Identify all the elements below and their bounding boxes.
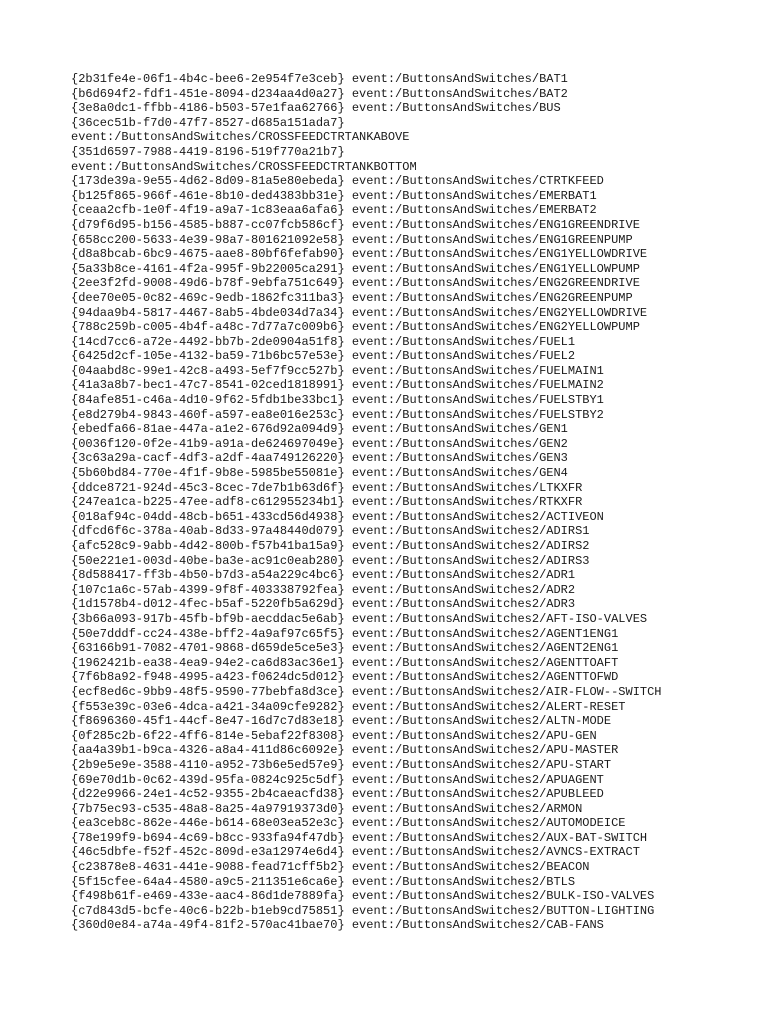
text-line: {aa4a39b1-b9ca-4326-a8a4-411d86c6092e} event:/ButtonsAndSwitches2/APU-MASTER xyxy=(71,743,619,758)
text-line: {351d6597-7988-4419-8196-519f770a21b7} xyxy=(71,144,345,159)
text-line: {dee70e05-0c82-469c-9edb-1862fc311ba3} event:/ButtonsAndSwitches/ENG2GREENPUMP xyxy=(71,290,633,305)
text-line: {2b9e5e9e-3588-4110-a952-73b6e5ed57e9} event:/ButtonsAndSwitches2/APU-START xyxy=(71,757,612,772)
text-line: {3c63a29a-cacf-4df3-a2df-4aa749126220} event:/ButtonsAndSwitches/GEN3 xyxy=(71,451,568,466)
text-line: {360d0e84-a74a-49f4-81f2-570ac41bae70} event:/ButtonsAndSwitches2/CAB-FANS xyxy=(71,918,604,933)
text-line: {04aabd8c-99e1-42c8-a493-5ef7f9cc527b} event:/ButtonsAndSwitches/FUELMAIN1 xyxy=(71,363,604,378)
text-line: {173de39a-9e55-4d62-8d09-81a5e80ebeda} event:/ButtonsAndSwitches/CTRTKFEED xyxy=(71,174,604,189)
text-line: {46c5dbfe-f52f-452c-809d-e3a12974e6d4} event:/ButtonsAndSwitches2/AVNCS-EXTRACT xyxy=(71,845,640,860)
text-line: {7b75ec93-c535-48a8-8a25-4a97919373d0} event:/ButtonsAndSwitches2/ARMON xyxy=(71,801,583,816)
text-line: {658cc200-5633-4e39-98a7-801621092e58} event:/ButtonsAndSwitches/ENG1GREENPUMP xyxy=(71,232,633,247)
text-line: {ceaa2cfb-1e0f-4f19-a9a7-1c83eaa6afa6} event:/ButtonsAndSwitches/EMERBAT2 xyxy=(71,203,597,218)
text-line: {94daa9b4-5817-4467-8ab5-4bde034d7a34} event:/ButtonsAndSwitches/ENG2YELLOWDRIVE xyxy=(71,305,648,320)
text-line: {ecf8ed6c-9bb9-48f5-9590-77bebfa8d3ce} event:/ButtonsAndSwitches2/AIR-FLOW--SWITCH xyxy=(71,684,662,699)
text-line: {d8a8bcab-6bc9-4675-aae8-80bf6fefab90} event:/ButtonsAndSwitches/ENG1YELLOWDRIVE xyxy=(71,247,648,262)
text-line: {84afe851-c46a-4d10-9f62-5fdb1be33bc1} event:/ButtonsAndSwitches/FUELSTBY1 xyxy=(71,393,604,408)
text-line: {018af94c-04dd-48cb-b651-433cd56d4938} event:/ButtonsAndSwitches2/ACTIVEON xyxy=(71,509,604,524)
text-line: {63166b91-7082-4701-9868-d659de5ce5e3} event:/ButtonsAndSwitches2/AGENT2ENG1 xyxy=(71,641,619,656)
text-line: {f553e39c-03e6-4dca-a421-34a09cfe9282} event:/ButtonsAndSwitches2/ALERT-RESET xyxy=(71,699,626,714)
text-line: {41a3a8b7-bec1-47c7-8541-02ced1818991} event:/ButtonsAndSwitches/FUELMAIN2 xyxy=(71,378,604,393)
text-line: {36cec51b-f7d0-47f7-8527-d685a151ada7} xyxy=(71,115,345,130)
text-line: {e8d279b4-9843-460f-a597-ea8e016e253c} event:/ButtonsAndSwitches/FUELSTBY2 xyxy=(71,407,604,422)
text-line: {788c259b-c005-4b4f-a48c-7d77a7c009b6} event:/ButtonsAndSwitches/ENG2YELLOWPUMP xyxy=(71,320,640,335)
text-line: {ebedfa66-81ae-447a-a1e2-676d92a094d9} event:/ButtonsAndSwitches/GEN1 xyxy=(71,422,568,437)
text-line: {7f6b8a92-f948-4995-a423-f0624dc5d012} event:/ButtonsAndSwitches2/AGENTTOFWD xyxy=(71,670,619,685)
text-line: {d22e9966-24e1-4c52-9355-2b4caeacfd38} event:/ButtonsAndSwitches2/APUBLEED xyxy=(71,787,604,802)
text-line: {0f285c2b-6f22-4ff6-814e-5ebaf22f8308} event:/ButtonsAndSwitches2/APU-GEN xyxy=(71,728,597,743)
text-line: {ea3ceb8c-862e-446e-b614-68e03ea52e3c} event:/ButtonsAndSwitches2/AUTOMODEICE xyxy=(71,816,626,831)
text-line: {14cd7cc6-a72e-4492-bb7b-2de0904a51f8} event:/ButtonsAndSwitches/FUEL1 xyxy=(71,334,576,349)
text-line: event:/ButtonsAndSwitches/CROSSFEEDCTRTANKBOTTOM xyxy=(71,159,417,174)
text-line: {247ea1ca-b225-47ee-adf8-c612955234b1} event:/ButtonsAndSwitches/RTKXFR xyxy=(71,495,583,510)
text-line: {69e70d1b-0c62-439d-95fa-0824c925c5df} event:/ButtonsAndSwitches2/APUAGENT xyxy=(71,772,604,787)
text-line: {3e8a0dc1-ffbb-4186-b503-57e1faa62766} event:/ButtonsAndSwitches/BUS xyxy=(71,101,561,116)
text-line: {b125f865-966f-461e-8b10-ded4383bb31e} event:/ButtonsAndSwitches/EMERBAT1 xyxy=(71,188,597,203)
text-line: {d79f6d95-b156-4585-b887-cc07fcb586cf} event:/ButtonsAndSwitches/ENG1GREENDRIVE xyxy=(71,217,640,232)
document-page xyxy=(71,72,760,933)
text-line: {50e7dddf-cc24-438e-bff2-4a9af97c65f5} event:/ButtonsAndSwitches2/AGENT1ENG1 xyxy=(71,626,619,641)
text-line: {dfcd6f6c-378a-40ab-8d33-97a48440d079} event:/ButtonsAndSwitches2/ADIRS1 xyxy=(71,524,590,539)
text-line: {50e221e1-003d-40be-ba3e-ac91c0eab280} event:/ButtonsAndSwitches2/ADIRS3 xyxy=(71,553,590,568)
text-line: event:/ButtonsAndSwitches/CROSSFEEDCTRTANKABOVE xyxy=(71,130,410,145)
text-line: {b6d694f2-fdf1-451e-8094-d234aa4d0a27} event:/ButtonsAndSwitches/BAT2 xyxy=(71,86,568,101)
text-line: {c7d843d5-bcfe-40c6-b22b-b1eb9cd75851} event:/ButtonsAndSwitches2/BUTTON-LIGHTING xyxy=(71,903,655,918)
text-line: {3b66a093-917b-45fb-bf9b-aecddac5e6ab} event:/ButtonsAndSwitches2/AFT-ISO-VALVES xyxy=(71,611,648,626)
text-line: {c23878e8-4631-441e-9088-fead71cff5b2} event:/ButtonsAndSwitches2/BEACON xyxy=(71,860,590,875)
text-line: {2ee3f2fd-9008-49d6-b78f-9ebfa751c649} event:/ButtonsAndSwitches/ENG2GREENDRIVE xyxy=(71,276,640,291)
text-line: {f8696360-45f1-44cf-8e47-16d7c7d83e18} event:/ButtonsAndSwitches2/ALTN-MODE xyxy=(71,714,612,729)
text-line: {8d588417-ff3b-4b50-b7d3-a54a229c4bc6} event:/ButtonsAndSwitches2/ADR1 xyxy=(71,568,576,583)
text-line: {6425d2cf-105e-4132-ba59-71b6bc57e53e} event:/ButtonsAndSwitches/FUEL2 xyxy=(71,349,576,364)
text-line: {5b60bd84-770e-4f1f-9b8e-5985be55081e} event:/ButtonsAndSwitches/GEN4 xyxy=(71,466,568,481)
text-line: {afc528c9-9abb-4d42-800b-f57b41ba15a9} event:/ButtonsAndSwitches2/ADIRS2 xyxy=(71,539,590,553)
text-line: {ddce8721-924d-45c3-8cec-7de7b1b63d6f} event:/ButtonsAndSwitches/LTKXFR xyxy=(71,480,583,495)
text-line: {78e199f9-b694-4c69-b8cc-933fa94f47db} event:/ButtonsAndSwitches2/AUX-BAT-SWITCH xyxy=(71,830,648,845)
text-line: {f498b61f-e469-433e-aac4-86d1de7889fa} event:/ButtonsAndSwitches2/BULK-ISO-VALVES xyxy=(71,889,655,904)
text-line: {5a33b8ce-4161-4f2a-995f-9b22005ca291} event:/ButtonsAndSwitches/ENG1YELLOWPUMP xyxy=(71,261,640,276)
text-line: {0036f120-0f2e-41b9-a91a-de624697049e} event:/ButtonsAndSwitches/GEN2 xyxy=(71,436,568,451)
text-line: {107c1a6c-57ab-4399-9f8f-403338792fea} event:/ButtonsAndSwitches2/ADR2 xyxy=(71,582,576,597)
text-line: {5f15cfee-64a4-4580-a9c5-211351e6ca6e} event:/ButtonsAndSwitches2/BTLS xyxy=(71,874,576,889)
text-line: {2b31fe4e-06f1-4b4c-bee6-2e954f7e3ceb} event:/ButtonsAndSwitches/BAT1 xyxy=(71,72,568,86)
text-line: {1d1578b4-d012-4fec-b5af-5220fb5a629d} event:/ButtonsAndSwitches2/ADR3 xyxy=(71,597,576,612)
text-line: {1962421b-ea38-4ea9-94e2-ca6d83ac36e1} event:/ButtonsAndSwitches2/AGENTTOAFT xyxy=(71,655,619,670)
